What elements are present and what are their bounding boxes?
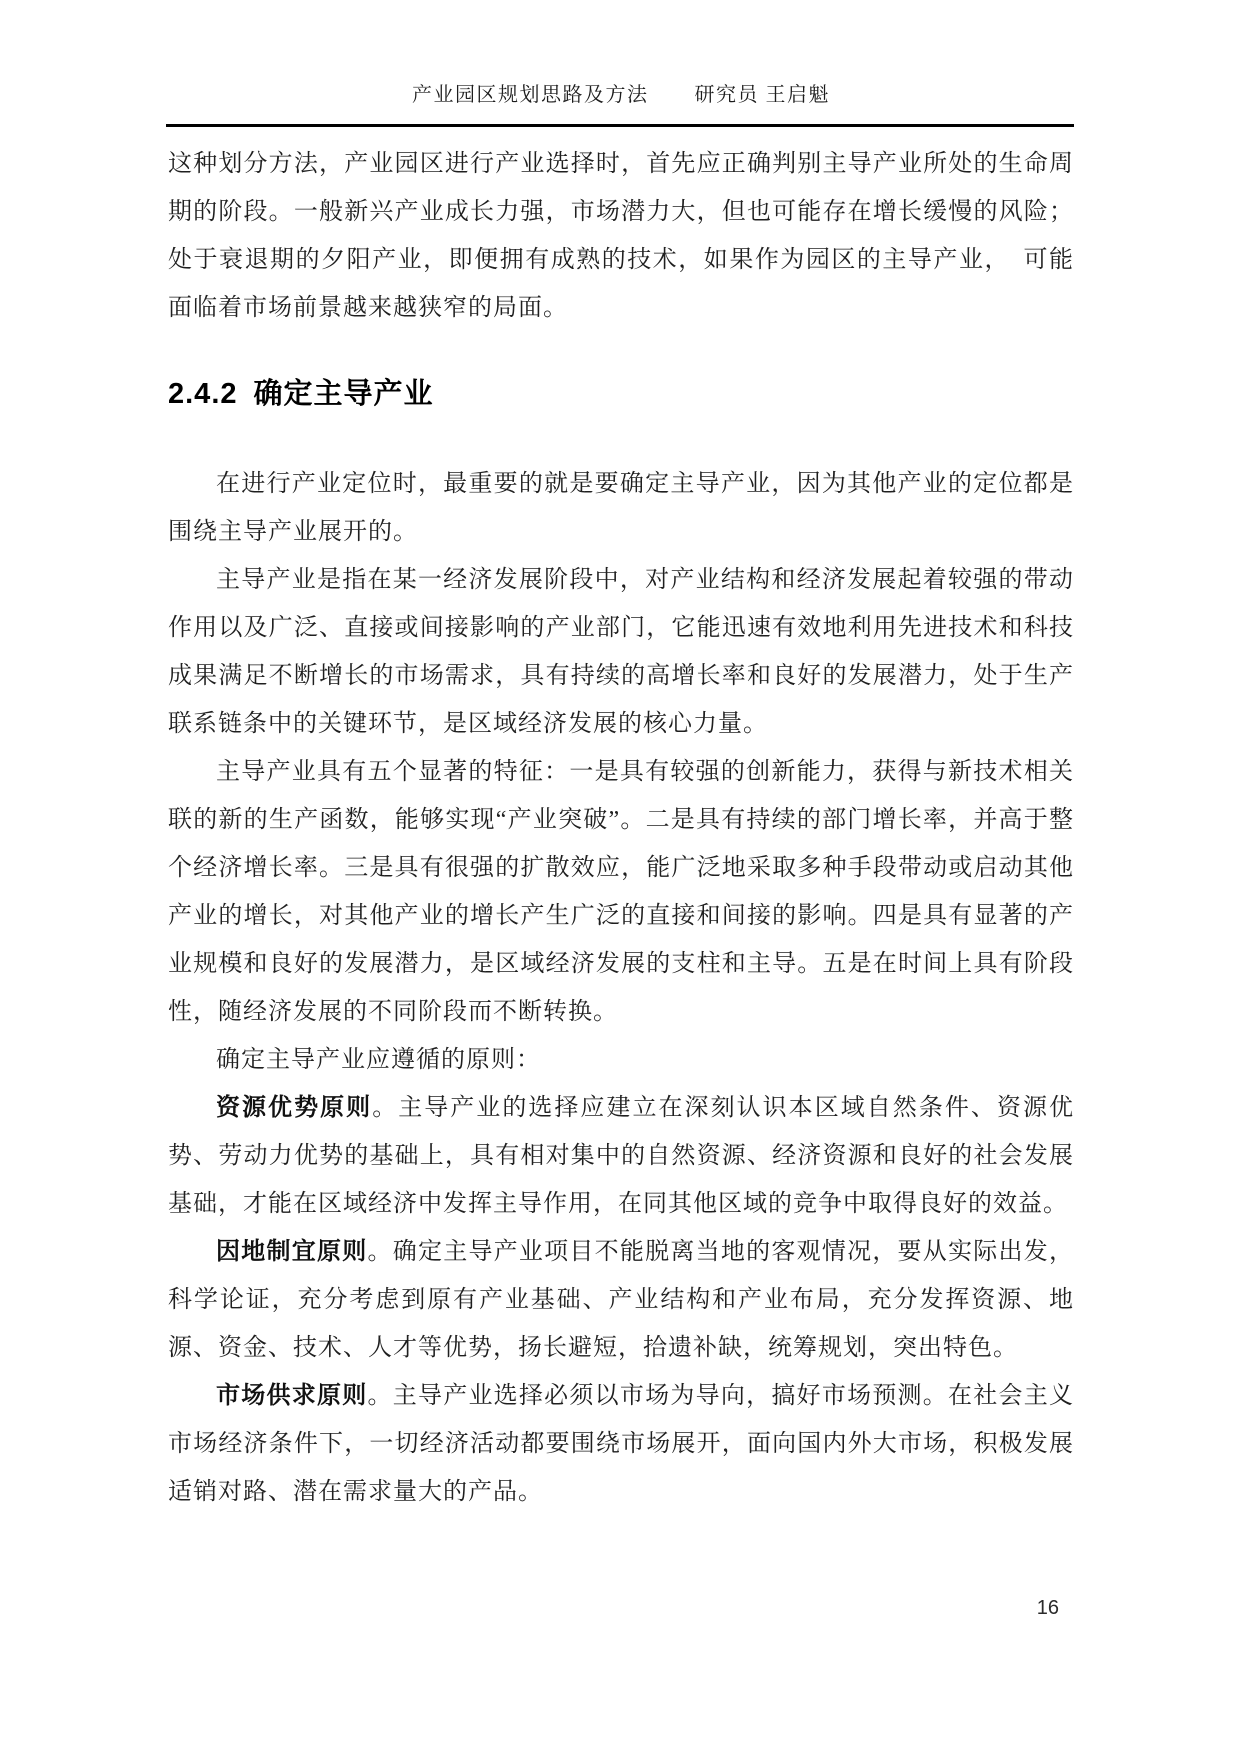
paragraph-definition: 主导产业是指在某一经济发展阶段中，对产业结构和经济发展起着较强的带动作用以及广泛、直接或间接影响的产业部门，它能迅速有效地利用先进技术和科技成果满足不断增长的市场需求，具有持续的高增长率和良好的发展潜力，处于生产联系链条中的关键环节，是区域经济发展的核心力量。	[168, 567, 1074, 737]
paragraph-principle-resource	[168, 1084, 1074, 1228]
principle-text-resource: 。主导产业的选择应建立在深刻认识本区域自然条件、资源优势、劳动力优势的基础上，具有相对集中的自然资源、经济资源和良好的社会发展基础，才能在区域经济中发挥主导作用，在同其他区域的竞争中取得良好的效益。	[168, 1095, 1074, 1217]
section-heading-number: 2.4.2	[168, 378, 238, 410]
header-author: 研究员 王启魁	[694, 84, 830, 106]
principle-lead-local-conditions: 因地制宜原则	[216, 1238, 368, 1265]
principle-lead-market: 市场供求原则	[216, 1382, 368, 1409]
principle-text-local-conditions: 。确定主导产业项目不能脱离当地的客观情况，要从实际出发，科学论证，充分考虑到原有产业基础、产业结构和产业布局，充分发挥资源、地源、资金、技术、人才等优势，扬长避短，拾遗补缺，统筹规划，突出特色。	[168, 1239, 1075, 1361]
page-header	[168, 78, 1074, 107]
principle-text-market: 。主导产业选择必须以市场为导向，搞好市场预测。在社会主义市场经济条件下，一切经济活动都要围绕市场展开，面向国内外大市场，积极发展适销对路、潜在需求量大的产品。	[168, 1383, 1075, 1505]
principle-lead-resource: 资源优势原则	[216, 1094, 373, 1121]
paragraph-principles-intro: 确定主导产业应遵循的原则：	[216, 1047, 541, 1073]
section-heading-title: 确定主导产业	[253, 378, 434, 410]
paragraph-positioning: 在进行产业定位时，最重要的就是要确定主导产业，因为其他产业的定位都是围绕主导产业展开的。	[168, 471, 1074, 545]
paragraph-principle-market	[168, 1372, 1074, 1516]
paragraph-intro: 这种划分方法，产业园区进行产业选择时，首先应正确判别主导产业所处的生命周期的阶段。一般新兴产业成长力强，市场潜力大，但也可能存在增长缓慢的风险；处于衰退期的夕阳产业，即便拥有成熟的技术，如果作为园区的主导产业， 可能面临着市场前景越来越狭窄的局面。	[168, 151, 1074, 321]
page-number: 16	[1036, 1597, 1059, 1619]
paragraph-five-features: 主导产业具有五个显著的特征：一是具有较强的创新能力，获得与新技术相关联的新的生产函数，能够实现“产业突破”。二是具有持续的部门增长率，并高于整个经济增长率。三是具有很强的扩散效应，能广泛地采取多种手段带动或启动其他产业的增长，对其他产业的增长产生广泛的直接和间接的影响。四是具有显著的产业规模和良好的发展潜力，是区域经济发展的支柱和主导。五是在时间上具有阶段性，随经济发展的不同阶段而不断转换。	[168, 759, 1074, 1025]
section-heading	[168, 376, 1074, 412]
page-footer	[1037, 1597, 1059, 1620]
header-rule	[166, 124, 1074, 127]
header-title: 产业园区规划思路及方法	[412, 84, 649, 106]
paragraph-principle-local-conditions	[168, 1228, 1074, 1372]
document-body	[168, 140, 1074, 1516]
